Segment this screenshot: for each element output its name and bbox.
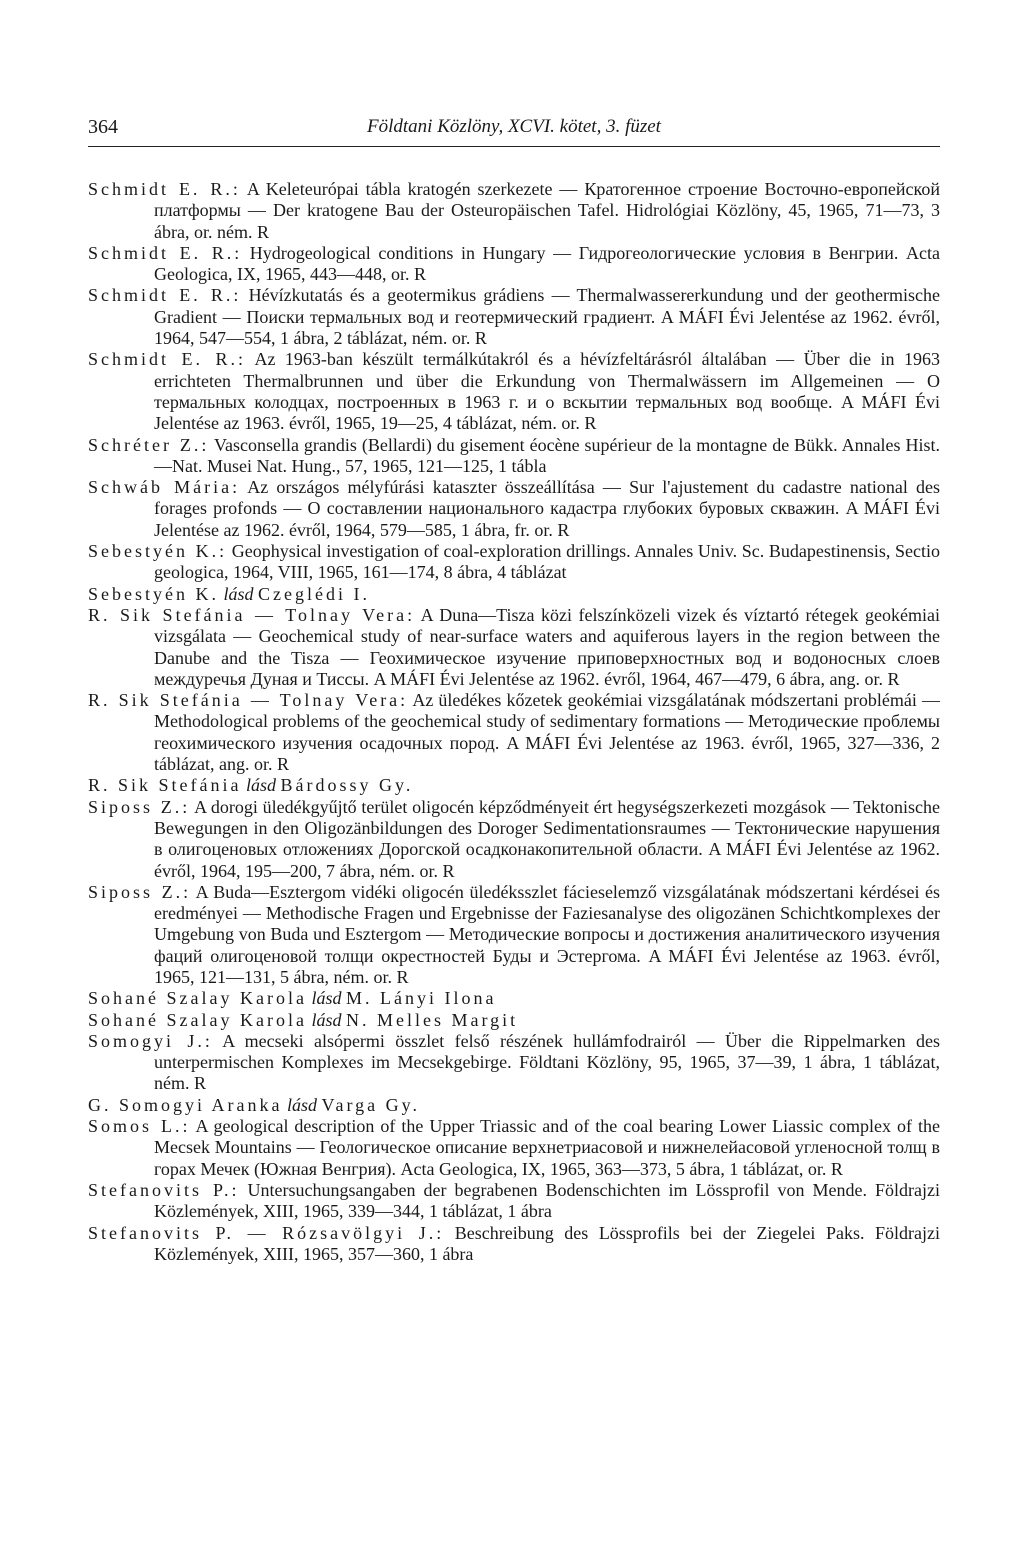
entry-reference: N. Melles Margit [345, 1009, 519, 1030]
bibliography-list [88, 179, 940, 1265]
bibliography-cross-reference [88, 1095, 940, 1116]
entry-author: Stefanovits P.: [88, 1179, 240, 1200]
entry-text: Az üledékes kőzetek geokémiai vizsgálatának módszertani problémái — Methodological problems of the geochemical study of sedimentary formations — Методические проблемы геохимического изучения осадочных пород. A MÁFI Évi Jelentése az 1963. évről, 1965, 327—336, 2 táblázat, ang. or. R [154, 690, 940, 775]
page [88, 112, 940, 1265]
entry-text: Untersuchungsangaben der begrabenen Bodenschichten im Lössprofil von Mende. Földrajzi Közlemények, XIII, 1965, 339—344, 1 táblázat, 1 ábra [154, 1179, 940, 1222]
entry-text: Vasconsella grandis (Bellardi) du gisement éocène supérieur de la montagne de Bükk. Annales Hist.—Nat. Musei Nat. Hung., 57, 1965, 121—125, 1 tábla [154, 434, 940, 476]
entry-author: Sohané Szalay Karola [88, 988, 307, 1009]
entry-text: A dorogi üledékgyűjtő terület oligocén képződményeit ért hegységszerkezeti mozgások — Tektonische Bewegungen in den Oligozänbildungen des Doroger Sedimentationsraumes — Тектонические нарушения в олигоценовых отложениях Дорогской осадконакопительной области. A MÁFI Évi Jelentése az 1962. évről, 1964, 195—200, 7 ábra, ném. or. R [154, 796, 940, 881]
entry-author: Schmidt E. R.: [88, 242, 243, 263]
entry-author: Siposs Z.: [88, 796, 191, 817]
page-number: 364 [88, 116, 118, 138]
bibliography-entry [88, 285, 940, 349]
bibliography-entry [88, 1223, 940, 1266]
entry-author: Schmidt E. R.: [88, 349, 246, 370]
bibliography-entry [88, 1031, 940, 1095]
bibliography-entry [88, 1180, 940, 1223]
see-label: lásd [306, 1009, 346, 1030]
entry-author: G. Somogyi Aranka [88, 1094, 283, 1115]
see-label: lásd [282, 1094, 322, 1115]
entry-author: R. Sik Stefánia [88, 775, 242, 796]
see-label: lásd [241, 775, 281, 796]
bibliography-cross-reference [88, 775, 940, 796]
bibliography-entry [88, 179, 940, 243]
bibliography-entry [88, 690, 940, 775]
entry-reference: Bárdossy Gy. [280, 775, 414, 796]
entry-reference: M. Lányi Ilona [345, 988, 497, 1009]
entry-author: Somogyi J.: [88, 1030, 213, 1051]
bibliography-cross-reference [88, 584, 940, 605]
entry-text: Hydrogeological conditions in Hungary — Гидрогеологические условия в Венгрии. Acta Geologica, IX, 1965, 443—448, or. R [154, 242, 940, 285]
entry-author: Schmidt E. R.: [88, 179, 241, 199]
bibliography-entry [88, 541, 940, 584]
bibliography-entry [88, 605, 940, 690]
entry-author: Sebestyén K.: [88, 541, 228, 562]
bibliography-cross-reference [88, 1010, 940, 1031]
entry-text: Geophysical investigation of coal-exploration drillings. Annales Univ. Sc. Budapestinensis, Sectio geologica, 1964, VIII, 1965, 161—174, 8 ábra, 4 táblázat [154, 541, 941, 583]
entry-reference: Varga Gy. [321, 1094, 420, 1115]
entry-author: R. Sik Stefánia — Tolnay Vera: [88, 604, 416, 625]
bibliography-entry [88, 1116, 940, 1180]
bibliography-entry [88, 243, 940, 286]
entry-author: Stefanovits P. — Rózsavölgyi J.: [88, 1222, 445, 1243]
entry-author: Sohané Szalay Karola [88, 1009, 307, 1030]
entry-author: Sebestyén K. [88, 583, 219, 604]
bibliography-entry [88, 349, 940, 434]
entry-text: A mecseki alsópermi összlet felső részének hullámfodrairól — Über die Rippelmarken des unterpermischen Komplexes im Mecsekgebirge. Földtani Közlöny, 95, 1965, 37—39, 1 ábra, 1 táblázat, ném. R [154, 1030, 940, 1094]
entry-text: A Buda—Esztergom vidéki oligocén üledéksszlet fácieselemző vizsgálatának módszertani kérdései és eredményei — Methodische Fragen und Ergebnisse der Faziesanalyse des oligozänen Schichtkomplexes der Umgebung von Buda und Esztergom — Методические вопросы и достижения аналитического изучения фаций олигоценовой толщи окрестностей Буды и Эстергома. A MÁFI Évi Jelentése az 1963. évről, 1965, 121—131, 5 ábra, ném. or. R [154, 881, 940, 987]
bibliography-entry [88, 797, 940, 882]
bibliography-entry [88, 882, 940, 988]
bibliography-cross-reference [88, 988, 940, 1009]
page-header [88, 112, 940, 147]
bibliography-entry [88, 435, 940, 478]
entry-text: A Keleteurópai tábla kratogén szerkezete — Кратогенное строение Восточно-европейской платформы — Der kratogene Bau der Osteuropäischen Tafel. Hidrológiai Közlöny, 45, 1965, 71—73, 3 ábra, or. ném. R [154, 179, 940, 242]
entry-author: Schwáb Mária: [88, 477, 241, 498]
entry-text: Beschreibung des Lössprofils bei der Ziegelei Paks. Földrajzi Közlemények, XIII, 1965, 357—360, 1 ábra [154, 1222, 940, 1264]
entry-author: R. Sik Stefánia — Tolnay Vera: [88, 690, 409, 711]
running-title: Földtani Közlöny, XCVI. kötet, 3. füzet [367, 116, 661, 137]
entry-text: A Duna—Tisza közi felszínközeli vizek és víztartó rétegek geokémiai vizsgálata — Geochemical study of near-surface waters and aquiferous layers in the region between the Danube and the Tisza — Геохимическое изучение приповерхностных вод и водоносных слоев междуречья Дуная и Тиссы. A MÁFI Évi Jelentése az 1962. évről, 1964, 467—479, 6 ábra, ang. or. R [154, 604, 940, 689]
bibliography-entry [88, 477, 940, 541]
entry-author: Siposs Z.: [88, 881, 192, 902]
entry-text: Az országos mélyfúrási kataszter összeállítása — Sur l'ajustement du cadastre national des forages profonds — О составлении национального кадастра глубоких буровых скважин. A MÁFI Évi Jelentése az 1962. évről, 1964, 579—585, 1 ábra, fr. or. R [154, 477, 940, 540]
entry-text: Hévízkutatás és a geotermikus grádiens — Thermalwassererkundung und der geothermische Gradient — Поиски термальных вод и геотермический градиент. A MÁFI Évi Jelentése az 1962. évről, 1964, 547—554, 1 ábra, 2 táblázat, ném. or. R [154, 285, 940, 349]
see-label: lásd [218, 583, 258, 604]
entry-author: Somos L.: [88, 1116, 191, 1137]
entry-author: Schréter Z.: [88, 434, 210, 455]
entry-reference: Czeglédi I. [258, 583, 370, 604]
entry-text: A geological description of the Upper Triassic and of the coal bearing Lower Liassic complex of the Mecsek Mountains — Геологическое описание верхнетриасовой и нижнелейасовой угленосной толщ в горах Мечек (Южная Венгрия). Acta Geologica, IX, 1965, 363—373, 5 ábra, 1 táblázat, or. R [154, 1116, 940, 1179]
entry-text: Az 1963-ban készült termálkútakról és a hévízfeltárásról általában — Über die in 1963 errichteten Thermalbrunnen und über die Erkundung von Thermalwässern im Allgemeinen — О термальных колодцах, построенных в 1963 г. и о вскытии термальных вод вообще. A MÁFI Évi Jelentése az 1963. évről, 1965, 19—25, 4 táblázat, ném. or. R [154, 349, 940, 434]
see-label: lásd [306, 988, 346, 1009]
entry-author: Schmidt E. R.: [88, 285, 242, 306]
